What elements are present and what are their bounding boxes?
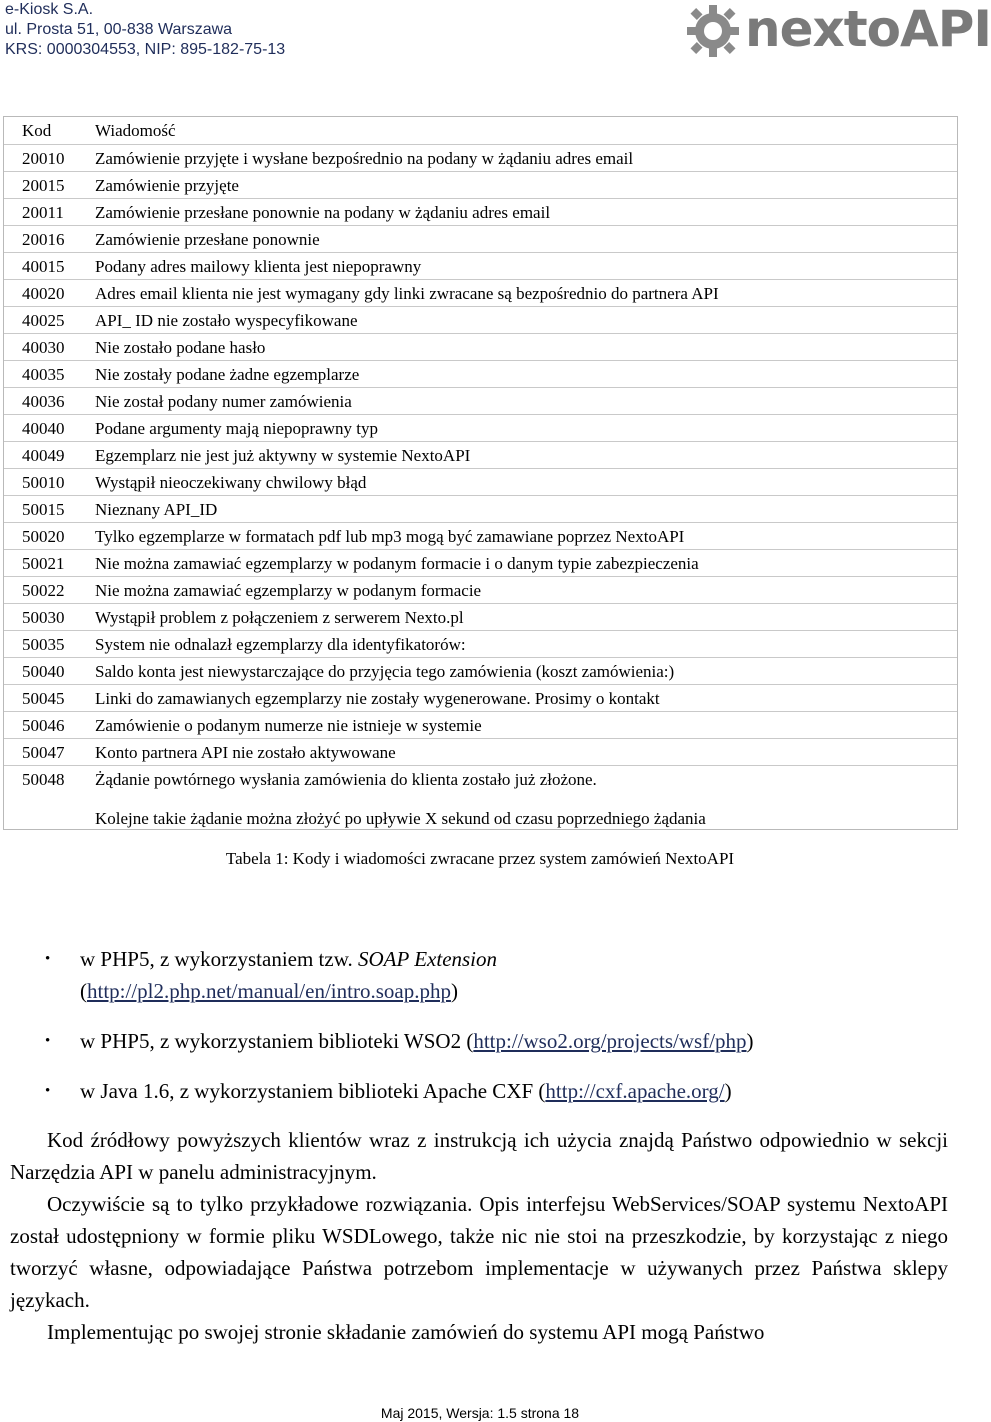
table-row xyxy=(4,549,957,577)
row-code: 20016 xyxy=(22,230,65,249)
header-code: Kod xyxy=(22,121,52,140)
row-message: System nie odnalazł egzemplarzy dla identyfikatorów: xyxy=(95,635,466,654)
nextoapi-logo xyxy=(683,0,991,60)
list-item-open: ( xyxy=(80,979,87,1003)
list-item-close: ) xyxy=(746,1029,754,1053)
bullet-marker: • xyxy=(45,1083,51,1099)
row-message: Wystąpił problem z połączeniem z serwerem Nexto.pl xyxy=(95,608,464,627)
bullet-marker: • xyxy=(45,1033,51,1049)
paragraph-source-code xyxy=(10,1124,948,1188)
row-code: 20011 xyxy=(22,203,64,222)
row-code: 50020 xyxy=(22,527,65,546)
row-message: Zamówienie o podanym numerze nie istnieje w systemie xyxy=(95,716,482,735)
row-code: 50015 xyxy=(22,500,65,519)
row-message: API_ ID nie zostało wyspecyfikowane xyxy=(95,311,358,330)
list-item-close: ) xyxy=(724,1079,732,1103)
table-row xyxy=(4,144,957,172)
row-code: 20010 xyxy=(22,149,65,168)
row-code: 50047 xyxy=(22,743,65,762)
row-message: Zamówienie przyjęte i wysłane bezpośrednio na podany w żądaniu adres email xyxy=(95,149,634,168)
table-row xyxy=(4,198,957,226)
table-row xyxy=(4,522,957,550)
list-item-text xyxy=(80,1025,754,1057)
codes-table xyxy=(3,116,958,830)
row-message: Zamówienie przesłane ponownie na podany w żądaniu adres email xyxy=(95,203,551,222)
page-footer: Maj 2015, Wersja: 1.5 strona 18 xyxy=(380,1405,580,1421)
company-address: ul. Prosta 51, 00-838 Warszawa xyxy=(5,21,233,38)
row-code: 40025 xyxy=(22,311,65,330)
paragraph-examples xyxy=(10,1188,948,1316)
row-code: 40015 xyxy=(22,257,65,276)
row-code: 40036 xyxy=(22,392,65,411)
row-message: Wystąpił nieoczekiwany chwilowy błąd xyxy=(95,473,367,492)
list-item-prefix: w Java 1.6, z wykorzystaniem biblioteki Apache CXF ( xyxy=(80,1079,546,1103)
row-code: 50035 xyxy=(22,635,65,654)
gear-icon xyxy=(683,2,743,60)
logo-text: nextoAPI xyxy=(745,0,991,58)
wso2-link[interactable]: http://wso2.org/projects/wsf/php xyxy=(473,1029,747,1053)
table-row xyxy=(4,684,957,712)
row-message: Zamówienie przesłane ponownie xyxy=(95,230,320,249)
list-item-text xyxy=(80,1075,732,1107)
list-item-close: ) xyxy=(450,979,458,1003)
table-row xyxy=(4,468,957,496)
table-row xyxy=(4,279,957,307)
row-code: 50030 xyxy=(22,608,65,627)
apache-cxf-link[interactable]: http://cxf.apache.org/ xyxy=(545,1079,725,1103)
soap-extension-label: SOAP Extension xyxy=(358,947,498,971)
list-item-prefix: w PHP5, z wykorzystaniem biblioteki WSO2 ( xyxy=(80,1029,474,1053)
table-row xyxy=(4,576,957,604)
row-code: 50022 xyxy=(22,581,65,600)
row-message: Zamówienie przyjęte xyxy=(95,176,239,195)
row-code: 50021 xyxy=(22,554,65,573)
table-row xyxy=(4,306,957,334)
php-soap-link[interactable]: http://pl2.php.net/manual/en/intro.soap.php xyxy=(87,979,451,1003)
row-code: 40020 xyxy=(22,284,65,303)
row-message: Saldo konta jest niewystarczające do przyjęcia tego zamówienia (koszt zamówienia:) xyxy=(95,662,675,681)
bullet-marker: • xyxy=(45,951,51,967)
table-row xyxy=(4,171,957,199)
paragraph-text: Oczywiście są to tylko przykładowe rozwiązania. Opis interfejsu WebServices/SOAP systemu NextoAPI został udostępniony w formie pliku WSDLowego, także nic nie stoi na przeszkodzie, by korzystając z niego tworzyć własne, odpowiadające Państwa potrzebom implementacje w używanych przez Państwa sklepy językach. xyxy=(10,1192,948,1312)
row-message: Linki do zamawianych egzemplarzy nie zostały wygenerowane. Prosimy o kontakt xyxy=(95,689,660,708)
row-message: Nie można zamawiać egzemplarzy w podanym formacie xyxy=(95,581,482,600)
paragraph-text: Implementując po swojej stronie składanie zamówień do systemu API mogą Państwo xyxy=(47,1320,765,1344)
row-message: Podany adres mailowy klienta jest niepoprawny xyxy=(95,257,422,276)
paragraph-implementation xyxy=(10,1316,948,1348)
list-item-text xyxy=(80,943,497,1007)
row-code: 50040 xyxy=(22,662,65,681)
row-message: Tylko egzemplarze w formatach pdf lub mp3 mogą być zamawiane poprzez NextoAPI xyxy=(95,527,685,546)
row-message: Podane argumenty mają niepoprawny typ xyxy=(95,419,378,438)
table-row xyxy=(4,414,957,442)
paragraph-text: Kod źródłowy powyższych klientów wraz z instrukcją ich użycia znajdą Państwo odpowiednio w sekcji Narzędzia API w panelu administracyjnym. xyxy=(10,1128,948,1184)
row-code: 40035 xyxy=(22,365,65,384)
row-code: 50010 xyxy=(22,473,65,492)
table-row xyxy=(4,630,957,658)
company-registry: KRS: 0000304553, NIP: 895-182-75-13 xyxy=(5,41,286,58)
row-message: Konto partnera API nie zostało aktywowane xyxy=(95,743,396,762)
table-row xyxy=(4,765,957,793)
row-message: Adres email klienta nie jest wymagany gdy linki zwracane są bezpośrednio do partnera API xyxy=(95,284,719,303)
row-message: Kolejne takie żądanie można złożyć po upływie X sekund od czasu poprzedniego żądania xyxy=(95,809,706,828)
table-row xyxy=(4,387,957,415)
table-row xyxy=(4,360,957,388)
table-row xyxy=(4,657,957,685)
table-row-continuation xyxy=(4,805,957,832)
row-message: Nie można zamawiać egzemplarzy w podanym formacie i o danym typie zabezpieczenia xyxy=(95,554,699,573)
table-row xyxy=(4,711,957,739)
row-code: 50045 xyxy=(22,689,65,708)
row-code: 40030 xyxy=(22,338,65,357)
list-item-prefix: w PHP5, z wykorzystaniem tzw. xyxy=(80,947,359,971)
table-caption: Tabela 1: Kody i wiadomości zwracane przez system zamówień NextoAPI xyxy=(225,849,735,868)
table-row xyxy=(4,252,957,280)
header-message: Wiadomość xyxy=(95,121,176,140)
row-message: Egzemplarz nie jest już aktywny w systemie NextoAPI xyxy=(95,446,471,465)
row-code: 50046 xyxy=(22,716,65,735)
company-header xyxy=(5,0,285,60)
row-code: 40049 xyxy=(22,446,65,465)
table-row xyxy=(4,225,957,253)
table-header xyxy=(4,117,957,144)
table-row xyxy=(4,738,957,766)
row-code: 50048 xyxy=(22,770,65,789)
row-code: 40040 xyxy=(22,419,65,438)
table-row xyxy=(4,441,957,469)
row-message: Nie zostały podane żadne egzemplarze xyxy=(95,365,360,384)
row-message: Nie został podany numer zamówienia xyxy=(95,392,352,411)
table-row xyxy=(4,603,957,631)
table-row xyxy=(4,495,957,523)
row-code: 20015 xyxy=(22,176,65,195)
row-message: Nieznany API_ID xyxy=(95,500,218,519)
table-row xyxy=(4,333,957,361)
row-message: Żądanie powtórnego wysłania zamówienia do klienta zostało już złożone. xyxy=(95,770,597,789)
row-message: Nie zostało podane hasło xyxy=(95,338,266,357)
company-name: e-Kiosk S.A. xyxy=(5,1,94,18)
